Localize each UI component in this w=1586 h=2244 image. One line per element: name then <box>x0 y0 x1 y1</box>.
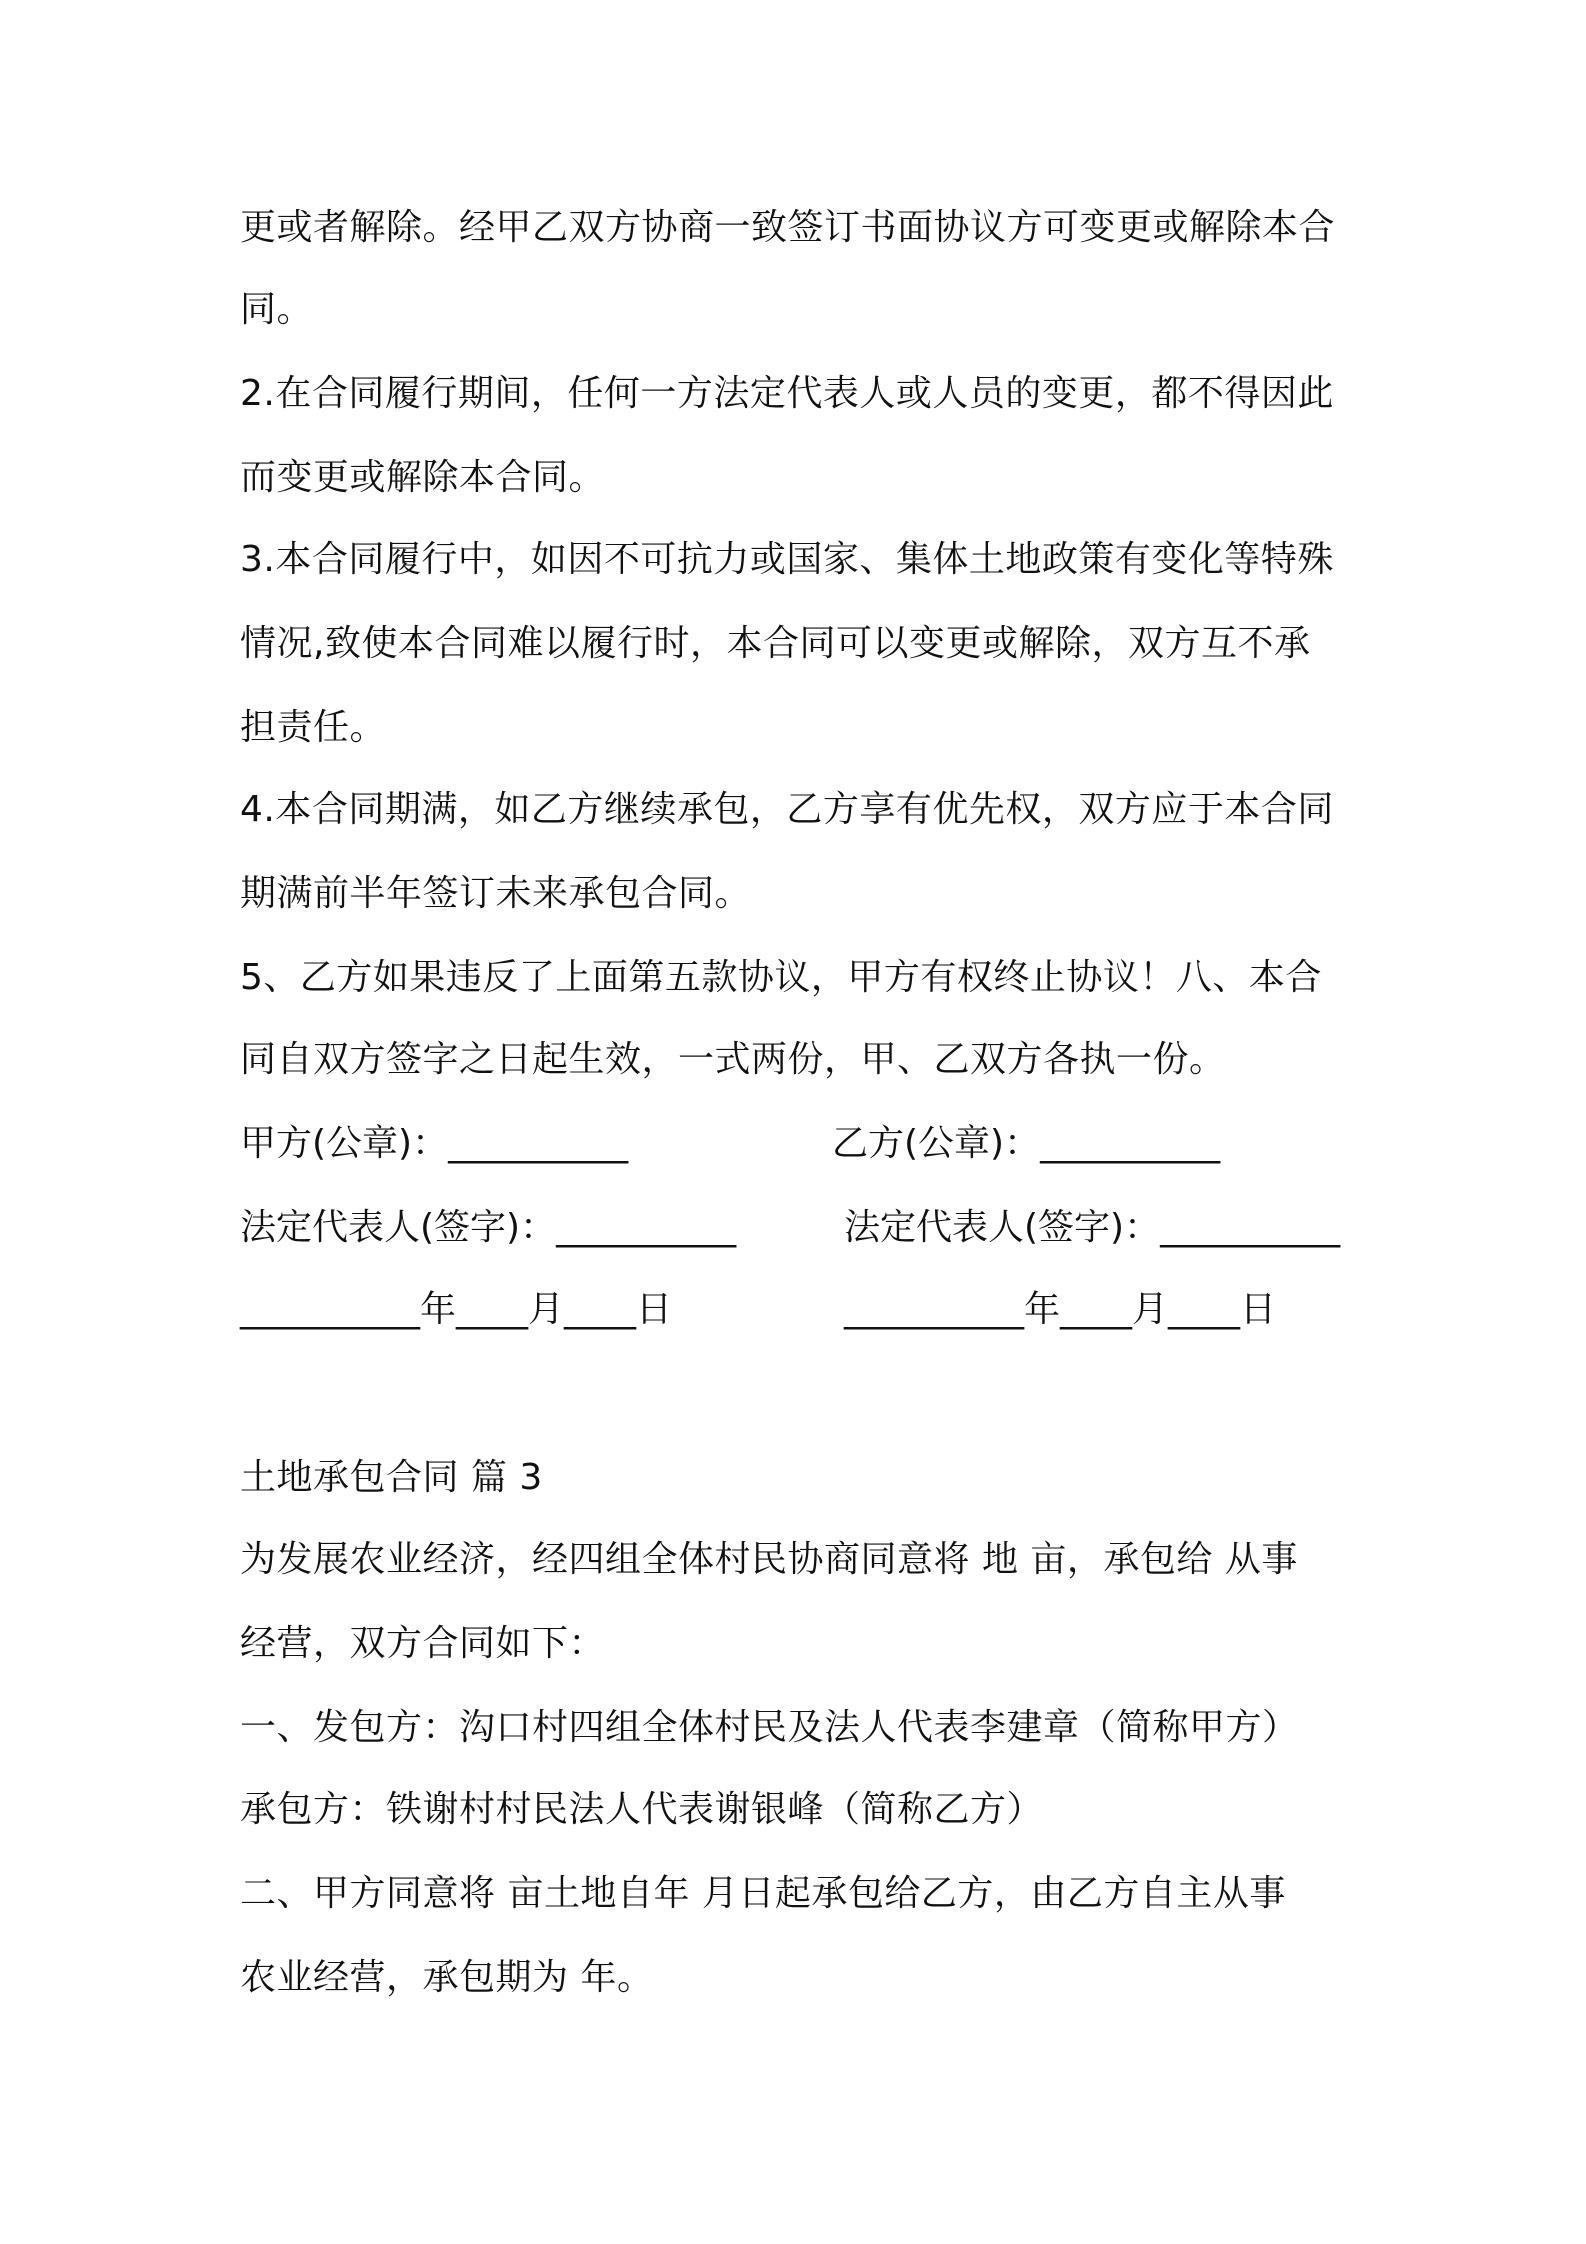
section-title: 土地承包合同 篇 3 <box>240 1457 543 1498</box>
body-line: 情况,致使本合同难以履行时，本合同可以变更或解除，双方互不承 <box>240 623 1311 664</box>
clause-5-line: 5、乙方如果违反了上面第五款协议，甲方有权终止协议！八、本合 <box>240 957 1322 998</box>
clause-2-line: 2.在合同履行期间，任何一方法定代表人或人员的变更，都不得因此 <box>240 373 1334 414</box>
party-a-seal-field: 甲方(公章)：__________ <box>240 1123 629 1164</box>
party-b-date-field: __________年____月____日 <box>844 1289 1276 1330</box>
section-line: 为发展农业经济，经四组全体村民协商同意将 地 亩，承包给 从事 <box>240 1539 1298 1580</box>
body-line: 担责任。 <box>240 707 387 748</box>
party-b-rep-field: 法定代表人(签字)：__________ <box>844 1207 1341 1248</box>
section-line: 二、甲方同意将 亩土地自年 月日起承包给乙方，由乙方自主从事 <box>240 1873 1286 1914</box>
section-line: 农业经营，承包期为 年。 <box>240 1957 654 1998</box>
party-b-seal-field: 乙方(公章)：__________ <box>832 1123 1221 1164</box>
contractor-line: 承包方：铁谢村村民法人代表谢银峰（简称乙方） <box>240 1789 1044 1830</box>
body-line: 期满前半年签订未来承包合同。 <box>240 873 752 914</box>
body-line: 同自双方签字之日起生效，一式两份，甲、乙双方各执一份。 <box>240 1039 1226 1080</box>
seal-row <box>240 1120 1360 1168</box>
representative-row <box>240 1204 1360 1252</box>
party-a-date-field: __________年____月____日 <box>240 1289 672 1330</box>
body-line: 而变更或解除本合同。 <box>240 457 606 498</box>
body-line: 更或者解除。经甲乙双方协商一致签订书面协议方可变更或解除本合 <box>240 207 1336 248</box>
section-line: 经营，双方合同如下： <box>240 1623 606 1664</box>
clause-4-line: 4.本合同期满，如乙方继续承包，乙方享有优先权，双方应于本合同 <box>240 789 1334 830</box>
body-line: 同。 <box>240 289 314 330</box>
date-row <box>240 1286 1360 1334</box>
party-a-rep-field: 法定代表人(签字)：__________ <box>240 1207 737 1248</box>
issuer-line: 一、发包方：沟口村四组全体村民及法人代表李建章（简称甲方） <box>240 1707 1299 1748</box>
clause-3-line: 3.本合同履行中，如因不可抗力或国家、集体土地政策有变化等特殊 <box>240 539 1334 580</box>
